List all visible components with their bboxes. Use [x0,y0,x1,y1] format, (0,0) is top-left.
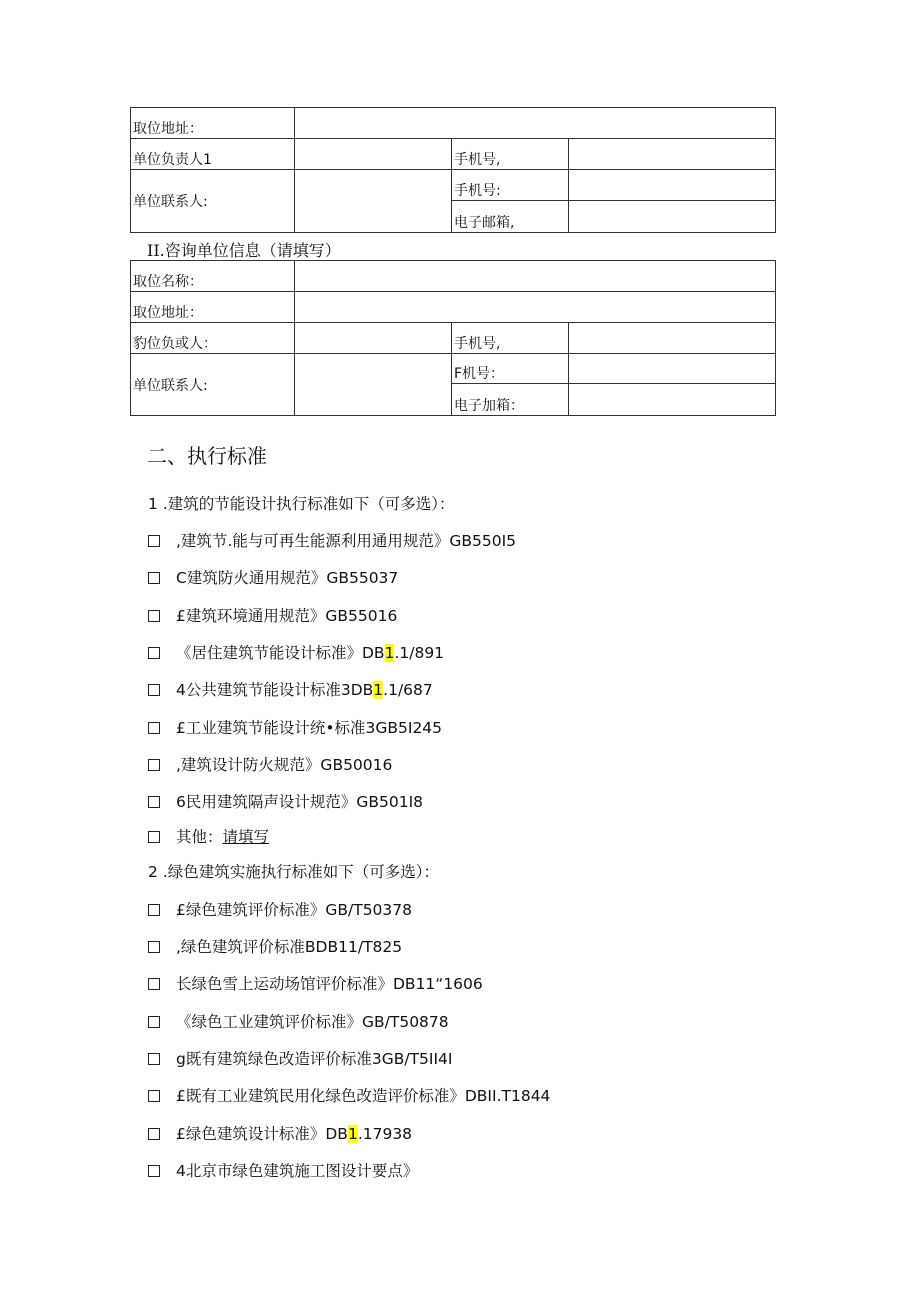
consult-head-phone-field[interactable] [569,323,776,354]
energy-option[interactable]: 《居住建筑节能设计标准》DB1.1/891 [148,641,444,663]
checkbox[interactable] [148,610,160,622]
consult-contact-label: 单位联系人: [131,354,295,416]
owner-head-phone-label: 手机号, [452,139,569,170]
green-option[interactable]: g既有建筑绿色改造评价标准3GB/T5II4I [148,1047,452,1069]
consult-address-field[interactable] [295,292,776,323]
highlight-mark: 1 [347,1125,358,1143]
owner-address-field[interactable] [295,108,776,139]
checkbox[interactable] [148,904,160,916]
consult-head-label: 豹位负或人： [131,323,295,354]
consult-contact-phone-label: F机号： [452,354,569,384]
checkbox[interactable] [148,1090,160,1102]
owner-address-label: 取位地址： [131,108,295,139]
checkbox[interactable] [148,1053,160,1065]
checkbox[interactable] [148,647,160,659]
consult-info-table [130,260,776,416]
energy-option[interactable]: £工业建筑节能设计统•标准3GB5I245 [148,716,442,738]
owner-contact-email-label: 电子邮箱, [452,201,569,233]
consult-name-field[interactable] [295,261,776,292]
green-option[interactable]: £绿色建筑评价标准》GB/T50378 [148,898,412,920]
highlight-mark: 1 [384,644,395,662]
green-standards-heading: 2 .绿色建筑实施执行标准如下（可多选）： [148,863,439,881]
highlight-mark: 1 [373,681,384,699]
checkbox[interactable] [148,722,160,734]
green-option[interactable]: 长绿色雪上运动场馆评价标准》DB11“1606 [148,972,483,994]
owner-head-field[interactable] [295,139,452,170]
energy-option[interactable]: ,建筑节.能与可再生能源利用通用规范》GB550I5 [148,529,516,551]
owner-contact-label: 单位联系人: [131,170,295,233]
owner-contact-phone-field[interactable] [569,170,776,201]
checkbox[interactable] [148,759,160,771]
energy-option[interactable]: C建筑防火通用规范》GB55037 [148,566,398,588]
checkbox[interactable] [148,1016,160,1028]
consult-contact-phone-field[interactable] [569,354,776,384]
energy-option[interactable]: ,建筑设计防火规范》GB50016 [148,753,392,775]
consult-head-field[interactable] [295,323,452,354]
checkbox[interactable] [148,1165,160,1177]
checkbox[interactable] [148,941,160,953]
energy-option[interactable]: £建筑环境通用规范》GB55016 [148,604,397,626]
green-option[interactable]: 4北京市绿色建筑施工图设计要点》 [148,1159,418,1181]
checkbox[interactable] [148,684,160,696]
consult-contact-field[interactable] [295,354,452,416]
owner-contact-email-field[interactable] [569,201,776,233]
owner-head-phone-field[interactable] [569,139,776,170]
consult-name-label: 取位名称： [131,261,295,292]
energy-option[interactable]: 6民用建筑隔声设计规范》GB501I8 [148,790,423,812]
checkbox[interactable] [148,572,160,584]
owner-contact-phone-label: 手机号: [452,170,569,201]
consult-head-phone-label: 手机号, [452,323,569,354]
other-fill-field[interactable]: 请填写 [222,828,270,846]
checkbox[interactable] [148,831,160,843]
consult-section-title: II.咨询单位信息（请填写） [147,241,341,260]
green-option[interactable]: 《绿色工业建筑评价标准》GB/T50878 [148,1010,449,1032]
consult-contact-email-label: 电子加箱： [452,384,569,416]
consult-contact-email-field[interactable] [569,384,776,416]
owner-contact-field[interactable] [295,170,452,233]
section-heading: 二、执行标准 [147,444,267,468]
energy-option[interactable]: 4公共建筑节能设计标准3DB1.1/687 [148,678,433,700]
checkbox[interactable] [148,535,160,547]
checkbox[interactable] [148,796,160,808]
energy-standards-heading: 1 .建筑的节能设计执行标准如下（可多选）： [148,495,455,513]
owner-head-label: 单位负责人1 [131,139,295,170]
checkbox[interactable] [148,1128,160,1140]
checkbox[interactable] [148,978,160,990]
green-option[interactable]: ,绿色建筑评价标准BDB11/T825 [148,935,402,957]
green-option[interactable]: £绿色建筑设计标准》DB1.17938 [148,1122,412,1144]
green-option[interactable]: £既有工业建筑民用化绿色改造评价标准》DBII.T1844 [148,1084,550,1106]
owner-info-table [130,107,776,233]
energy-option-other[interactable]: 其他：请填写 [148,825,269,847]
consult-address-label: 取位地址： [131,292,295,323]
